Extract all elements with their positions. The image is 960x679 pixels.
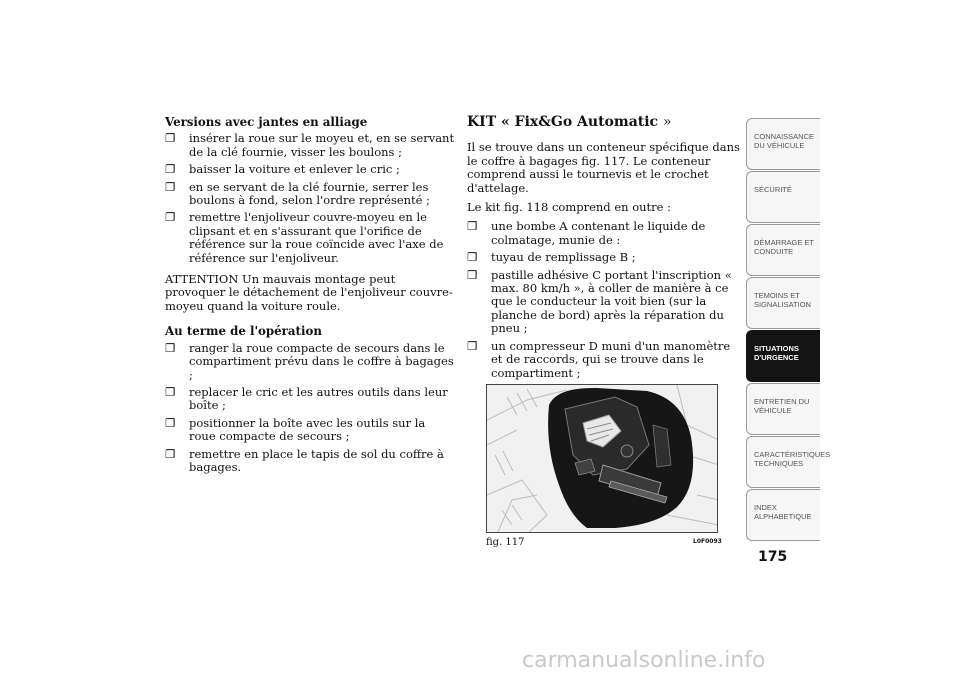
tab-situations-d-urgence[interactable]: SITUATIONS D'URGENCE — [746, 330, 820, 382]
list-item: ❐ remettre l'enjoliveur couvre-moyeu en le clipsant et en s'assurant que l'orifice de référence sur la roue coïncide avec l'axe de référence sur l'enjoliveur. — [165, 210, 444, 265]
left-column — [165, 116, 455, 482]
list-item: ❐ replacer le cric et les autres outils dans leur boîte ; — [165, 384, 448, 413]
list-item: ❐ une bombe A contenant le liquide de colmatage, munie de : — [467, 219, 706, 247]
list-item: ❐ positionner la boîte avec les outils sur la roue compacte de secours ; — [165, 415, 426, 444]
checkbox-bullet-icon: ❐ — [467, 338, 478, 353]
figure-code: L0F0093 — [693, 538, 722, 545]
list-item: ❐ tuyau de remplissage B ; — [467, 250, 636, 265]
tab-entretien-du-vehicule[interactable]: ENTRETIEN DU VÉHICULE — [746, 383, 820, 435]
list-item: ❐ ranger la roue compacte de secours dans le compartiment prévu dans le coffre à bagages ; — [165, 340, 454, 382]
trunk-illustration-drawing — [487, 385, 718, 533]
kit-contents-list — [467, 220, 745, 379]
checkbox-bullet-icon: ❐ — [165, 162, 176, 177]
tab-index-alphabetique[interactable]: INDEX ALPHABETIQUE — [746, 489, 820, 541]
list-item: ❐ un compresseur D muni d'un manomètre et de raccords, qui se trouve dans le compartiment ; — [467, 338, 731, 380]
tab-securite[interactable]: SÉCURITÉ — [746, 171, 820, 223]
figure-caption: fig. 117 — [486, 537, 525, 548]
right-column — [467, 116, 745, 388]
attention-note: ATTENTION Un mauvais montage peut provoquer le détachement de l'enjoliveur couvre-moyeu quand la voiture roule. — [165, 272, 453, 313]
list-item: ❐ baisser la voiture et enlever le cric ; — [165, 162, 400, 177]
heading-alloy-versions: Versions avec jantes en alliage — [165, 115, 368, 129]
alloy-steps-list — [165, 132, 455, 265]
list-item: ❐ remettre en place le tapis de sol du coffre à bagages. — [165, 446, 444, 474]
kit-intro-paragraph: Il se trouve dans un conteneur spécifique dans le coffre à bagages fig. 117. Le conteneur comprend aussi le tournevis et le crochet d'attelage. — [467, 140, 740, 195]
section-title: KIT « Fix&Go Automatic » — [467, 114, 672, 130]
watermark: carmanualsonline.info — [522, 648, 766, 673]
checkbox-bullet-icon: ❐ — [165, 384, 176, 399]
heading-end-of-operation: Au terme de l'opération — [165, 324, 322, 339]
checkbox-bullet-icon: ❐ — [467, 267, 478, 282]
section-tabs-sidebar — [746, 118, 831, 542]
checkbox-bullet-icon: ❐ — [165, 131, 176, 146]
list-item: ❐ en se servant de la clé fournie, serrer les boulons à fond, selon l'ordre représenté ; — [165, 179, 431, 208]
checkbox-bullet-icon: ❐ — [165, 415, 176, 430]
kit-contents-intro: Le kit fig. 118 comprend en outre : — [467, 200, 671, 215]
tab-caracteristiques-techniques[interactable]: CARACTÉRISTIQUES TECHNIQUES — [746, 436, 820, 488]
list-item: ❐ pastille adhésive C portant l'inscription « max. 80 km/h », à coller de manière à ce que le conducteur la voit bien (sur la planche de bord) après la réparation du pneu ; — [467, 267, 732, 336]
checkbox-bullet-icon: ❐ — [467, 219, 478, 234]
checkbox-bullet-icon: ❐ — [467, 250, 478, 265]
list-item: ❐ insérer la roue sur le moyeu et, en se servant de la clé fournie, visser les boulons ; — [165, 131, 455, 159]
tab-connaissance-du-vehicule[interactable]: CONNAISSANCE DU VÉHICULE — [746, 118, 820, 170]
checkbox-bullet-icon: ❐ — [165, 340, 176, 355]
end-steps-list — [165, 342, 455, 475]
checkbox-bullet-icon: ❐ — [165, 179, 176, 194]
tab-temoins-et-signalisation[interactable]: TEMOINS ET SIGNALISATION — [746, 277, 820, 329]
trunk-kit-illustration — [486, 384, 718, 533]
page-number: 175 — [758, 549, 788, 565]
tab-demarrage-et-conduite[interactable]: DÉMARRAGE ET CONDUITE — [746, 224, 820, 276]
checkbox-bullet-icon: ❐ — [165, 446, 176, 461]
checkbox-bullet-icon: ❐ — [165, 210, 176, 225]
